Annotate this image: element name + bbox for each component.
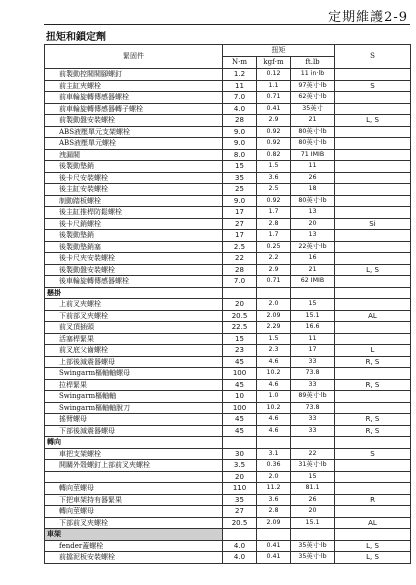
fastener-cell: 下部前叉夾螺栓 bbox=[45, 517, 223, 529]
nm-cell: 7.0 bbox=[223, 92, 257, 104]
table-row bbox=[45, 161, 411, 173]
remarks-cell: L, S bbox=[335, 552, 411, 564]
fastener-cell bbox=[45, 471, 223, 483]
ftlb-cell: 33 bbox=[291, 379, 335, 391]
remarks-cell bbox=[335, 483, 411, 495]
remarks-cell bbox=[335, 184, 411, 196]
table-row bbox=[45, 402, 411, 414]
fastener-cell: 車架 bbox=[45, 529, 223, 541]
nm-cell bbox=[223, 437, 257, 449]
fastener-cell: 後卡尺夾安裝螺栓 bbox=[45, 253, 223, 265]
nm-cell: 35 bbox=[223, 494, 257, 506]
fastener-cell: Swingarm樞軸軸螺母 bbox=[45, 368, 223, 380]
ftlb-cell: 21 bbox=[291, 264, 335, 276]
remarks-cell bbox=[335, 287, 411, 299]
fastener-cell: fender蓋螺栓 bbox=[45, 540, 223, 552]
ftlb-cell: 15.1 bbox=[291, 310, 335, 322]
kgfm-cell bbox=[257, 529, 291, 541]
nm-cell: 9.0 bbox=[223, 126, 257, 138]
fastener-cell: 後卡尺安裝螺栓 bbox=[45, 172, 223, 184]
table-row bbox=[45, 552, 411, 564]
torque-table bbox=[44, 44, 411, 564]
table-row bbox=[45, 356, 411, 368]
table-row bbox=[45, 322, 411, 334]
remarks-cell bbox=[335, 391, 411, 403]
remarks-cell bbox=[335, 437, 411, 449]
nm-cell: 4.0 bbox=[223, 103, 257, 115]
remarks-cell bbox=[335, 322, 411, 334]
remarks-cell bbox=[335, 299, 411, 311]
ftlb-cell: 11 bbox=[291, 161, 335, 173]
ftlb-cell bbox=[291, 287, 335, 299]
group-row bbox=[45, 437, 411, 449]
kgfm-cell: 0.41 bbox=[257, 540, 291, 552]
remarks-cell bbox=[335, 253, 411, 265]
remarks-cell bbox=[335, 276, 411, 288]
nm-cell: 45 bbox=[223, 379, 257, 391]
nm-cell: 17 bbox=[223, 207, 257, 219]
fastener-cell: 後車輪旋轉傳感器螺栓 bbox=[45, 276, 223, 288]
ftlb-cell: 11 in·lb bbox=[291, 69, 335, 81]
header-fastener: 緊固件 bbox=[45, 45, 223, 69]
kgfm-cell: 0.82 bbox=[257, 149, 291, 161]
group-row bbox=[45, 529, 411, 541]
fastener-cell: 後主缸推桿防鬆螺栓 bbox=[45, 207, 223, 219]
kgfm-cell: 4.6 bbox=[257, 356, 291, 368]
kgfm-cell: 11.2 bbox=[257, 483, 291, 495]
ftlb-cell: 35英寸 bbox=[291, 103, 335, 115]
table-row bbox=[45, 172, 411, 184]
nm-cell: 4.0 bbox=[223, 540, 257, 552]
ftlb-cell: 81.1 bbox=[291, 483, 335, 495]
ftlb-cell: 97英寸·lb bbox=[291, 80, 335, 92]
kgfm-cell: 0.36 bbox=[257, 460, 291, 472]
ftlb-cell: 80英寸·lb bbox=[291, 138, 335, 150]
remarks-cell bbox=[335, 149, 411, 161]
nm-cell: 22.5 bbox=[223, 322, 257, 334]
remarks-cell: L bbox=[335, 345, 411, 357]
kgfm-cell: 1.5 bbox=[257, 333, 291, 345]
remarks-cell bbox=[335, 92, 411, 104]
fastener-cell: 轉向 bbox=[45, 437, 223, 449]
kgfm-cell: 2.2 bbox=[257, 253, 291, 265]
table-body bbox=[45, 69, 411, 564]
nm-cell: 45 bbox=[223, 425, 257, 437]
fastener-cell: 制動踏板螺栓 bbox=[45, 195, 223, 207]
remarks-cell bbox=[335, 69, 411, 81]
kgfm-cell: 2.29 bbox=[257, 322, 291, 334]
ftlb-cell: 89英寸·lb bbox=[291, 391, 335, 403]
kgfm-cell: 2.8 bbox=[257, 506, 291, 518]
table-row bbox=[45, 115, 411, 127]
nm-cell: 27 bbox=[223, 506, 257, 518]
fastener-cell: 後製動墊銷塞 bbox=[45, 241, 223, 253]
table-row bbox=[45, 80, 411, 92]
nm-cell: 15 bbox=[223, 161, 257, 173]
remarks-cell bbox=[335, 241, 411, 253]
ftlb-cell: 17 bbox=[291, 345, 335, 357]
fastener-cell: 洩漏閥 bbox=[45, 149, 223, 161]
nm-cell: 45 bbox=[223, 414, 257, 426]
fastener-cell: 轉向莖螺母 bbox=[45, 506, 223, 518]
kgfm-cell: 3.1 bbox=[257, 448, 291, 460]
table-row bbox=[45, 506, 411, 518]
table-row bbox=[45, 471, 411, 483]
nm-cell: 28 bbox=[223, 115, 257, 127]
ftlb-cell: 15 bbox=[291, 471, 335, 483]
table-row bbox=[45, 333, 411, 345]
table-row bbox=[45, 517, 411, 529]
kgfm-cell: 4.6 bbox=[257, 379, 291, 391]
kgfm-cell: 2.0 bbox=[257, 471, 291, 483]
ftlb-cell bbox=[291, 437, 335, 449]
header-kgfm: kgf·m bbox=[257, 57, 291, 69]
nm-cell: 9.0 bbox=[223, 138, 257, 150]
kgfm-cell: 0.41 bbox=[257, 103, 291, 115]
table-row bbox=[45, 230, 411, 242]
nm-cell: 4.0 bbox=[223, 552, 257, 564]
kgfm-cell: 1.5 bbox=[257, 161, 291, 173]
kgfm-cell bbox=[257, 437, 291, 449]
nm-cell: 30 bbox=[223, 448, 257, 460]
nm-cell: 28 bbox=[223, 264, 257, 276]
kgfm-cell: 1.1 bbox=[257, 80, 291, 92]
table-row bbox=[45, 149, 411, 161]
header-ftlb: ft.lb bbox=[291, 57, 335, 69]
ftlb-cell: 21 bbox=[291, 115, 335, 127]
remarks-cell: S bbox=[335, 80, 411, 92]
nm-cell: 9.0 bbox=[223, 195, 257, 207]
nm-cell: 3.5 bbox=[223, 460, 257, 472]
fastener-cell: Swingarm樞軸軸脫刀 bbox=[45, 402, 223, 414]
fastener-cell: 上部後減震器螺母 bbox=[45, 356, 223, 368]
fastener-cell: 下把車架持有器緊果 bbox=[45, 494, 223, 506]
kgfm-cell: 0.92 bbox=[257, 195, 291, 207]
nm-cell: 1.2 bbox=[223, 69, 257, 81]
ftlb-cell: 33 bbox=[291, 425, 335, 437]
table-row bbox=[45, 138, 411, 150]
remarks-cell bbox=[335, 195, 411, 207]
kgfm-cell: 1.7 bbox=[257, 207, 291, 219]
table-row bbox=[45, 379, 411, 391]
fastener-cell: ABS液壓單元螺栓 bbox=[45, 138, 223, 150]
ftlb-cell: 20 bbox=[291, 218, 335, 230]
nm-cell: 23 bbox=[223, 345, 257, 357]
fastener-cell: 後卡尺銷螺栓 bbox=[45, 218, 223, 230]
ftlb-cell: 73.8 bbox=[291, 368, 335, 380]
table-row bbox=[45, 92, 411, 104]
table-row bbox=[45, 126, 411, 138]
kgfm-cell: 0.71 bbox=[257, 276, 291, 288]
table-row bbox=[45, 184, 411, 196]
remarks-cell bbox=[335, 138, 411, 150]
ftlb-cell: 62 IMIB bbox=[291, 276, 335, 288]
nm-cell: 8.0 bbox=[223, 149, 257, 161]
remarks-cell: AL bbox=[335, 517, 411, 529]
remarks-cell bbox=[335, 230, 411, 242]
ftlb-cell: 13 bbox=[291, 230, 335, 242]
nm-cell: 20 bbox=[223, 299, 257, 311]
table-row bbox=[45, 540, 411, 552]
fastener-cell: 前製動盤安裝螺栓 bbox=[45, 115, 223, 127]
fastener-cell: Swingarm樞軸軸 bbox=[45, 391, 223, 403]
kgfm-cell: 4.6 bbox=[257, 414, 291, 426]
table-row bbox=[45, 391, 411, 403]
remarks-cell bbox=[335, 460, 411, 472]
table-row bbox=[45, 218, 411, 230]
nm-cell: 20 bbox=[223, 471, 257, 483]
nm-cell bbox=[223, 287, 257, 299]
remarks-cell: R, S bbox=[335, 379, 411, 391]
nm-cell: 25 bbox=[223, 184, 257, 196]
remarks-cell: L, S bbox=[335, 264, 411, 276]
ftlb-cell: 35英寸·lb bbox=[291, 540, 335, 552]
ftlb-cell: 33 bbox=[291, 356, 335, 368]
kgfm-cell: 2.9 bbox=[257, 115, 291, 127]
nm-cell: 20.5 bbox=[223, 517, 257, 529]
page-title: 定期維護2-9 bbox=[328, 10, 408, 25]
ftlb-cell: 11 bbox=[291, 333, 335, 345]
remarks-cell: R, S bbox=[335, 425, 411, 437]
kgfm-cell: 4.6 bbox=[257, 425, 291, 437]
nm-cell: 22 bbox=[223, 253, 257, 265]
fastener-cell: 拉桿緊果 bbox=[45, 379, 223, 391]
fastener-cell: 轉向莖螺母 bbox=[45, 483, 223, 495]
fastener-cell: ABS液壓單元支架螺栓 bbox=[45, 126, 223, 138]
remarks-cell bbox=[335, 126, 411, 138]
fastener-cell: 後製動墊銷 bbox=[45, 161, 223, 173]
table-row bbox=[45, 494, 411, 506]
table-row bbox=[45, 460, 411, 472]
table-row bbox=[45, 69, 411, 81]
remarks-cell bbox=[335, 161, 411, 173]
fastener-cell: 下前部叉夾螺栓 bbox=[45, 310, 223, 322]
remarks-cell bbox=[335, 402, 411, 414]
ftlb-cell: 33 bbox=[291, 414, 335, 426]
ftlb-cell: 31英寸·lb bbox=[291, 460, 335, 472]
kgfm-cell: 0.25 bbox=[257, 241, 291, 253]
remarks-cell: R, S bbox=[335, 414, 411, 426]
nm-cell: 27 bbox=[223, 218, 257, 230]
kgfm-cell: 2.09 bbox=[257, 517, 291, 529]
table-row bbox=[45, 241, 411, 253]
table-row bbox=[45, 276, 411, 288]
nm-cell: 17 bbox=[223, 230, 257, 242]
ftlb-cell: 80英寸·lb bbox=[291, 126, 335, 138]
table-row bbox=[45, 425, 411, 437]
fastener-cell: 搖臂螺母 bbox=[45, 414, 223, 426]
nm-cell: 7.0 bbox=[223, 276, 257, 288]
nm-cell: 110 bbox=[223, 483, 257, 495]
ftlb-cell bbox=[291, 529, 335, 541]
kgfm-cell: 0.92 bbox=[257, 126, 291, 138]
nm-cell: 100 bbox=[223, 368, 257, 380]
table-row bbox=[45, 368, 411, 380]
kgfm-cell: 1.0 bbox=[257, 391, 291, 403]
fastener-cell: 下部後減震器螺母 bbox=[45, 425, 223, 437]
ftlb-cell: 26 bbox=[291, 172, 335, 184]
nm-cell: 100 bbox=[223, 402, 257, 414]
remarks-cell bbox=[335, 368, 411, 380]
group-row bbox=[45, 287, 411, 299]
fastener-cell: 上前叉夾螺栓 bbox=[45, 299, 223, 311]
table-row bbox=[45, 448, 411, 460]
table-row bbox=[45, 103, 411, 115]
remarks-cell: R bbox=[335, 494, 411, 506]
header-remarks: S bbox=[335, 45, 411, 69]
table-row bbox=[45, 483, 411, 495]
nm-cell: 35 bbox=[223, 172, 257, 184]
fastener-cell: 懸掛 bbox=[45, 287, 223, 299]
remarks-cell bbox=[335, 529, 411, 541]
fastener-cell: 後製動盤安裝螺栓 bbox=[45, 264, 223, 276]
table-row bbox=[45, 310, 411, 322]
header-nm: N·m bbox=[223, 57, 257, 69]
ftlb-cell: 15.1 bbox=[291, 517, 335, 529]
fastener-cell: 前叉底父齒螺栓 bbox=[45, 345, 223, 357]
kgfm-cell: 3.6 bbox=[257, 494, 291, 506]
fastener-cell: 車把支架螺栓 bbox=[45, 448, 223, 460]
table-row bbox=[45, 299, 411, 311]
nm-cell: 10 bbox=[223, 391, 257, 403]
remarks-cell bbox=[335, 333, 411, 345]
nm-cell: 2.5 bbox=[223, 241, 257, 253]
kgfm-cell: 0.41 bbox=[257, 552, 291, 564]
kgfm-cell: 0.71 bbox=[257, 92, 291, 104]
fastener-cell: 前製動控閥閥腳螺釘 bbox=[45, 69, 223, 81]
kgfm-cell: 2.5 bbox=[257, 184, 291, 196]
remarks-cell: AL bbox=[335, 310, 411, 322]
remarks-cell bbox=[335, 103, 411, 115]
ftlb-cell: 73.8 bbox=[291, 402, 335, 414]
kgfm-cell: 2.3 bbox=[257, 345, 291, 357]
nm-cell: 45 bbox=[223, 356, 257, 368]
ftlb-cell: 18 bbox=[291, 184, 335, 196]
kgfm-cell: 2.9 bbox=[257, 264, 291, 276]
kgfm-cell bbox=[257, 287, 291, 299]
fastener-cell: 開關外殼螺釘上部前叉夾螺栓 bbox=[45, 460, 223, 472]
ftlb-cell: 35英寸·lb bbox=[291, 552, 335, 564]
remarks-cell: Si bbox=[335, 218, 411, 230]
title-rule bbox=[44, 24, 410, 25]
ftlb-cell: 13 bbox=[291, 207, 335, 219]
kgfm-cell: 2.8 bbox=[257, 218, 291, 230]
header-torque: 扭矩 bbox=[223, 45, 335, 57]
fastener-cell: 前主缸夾螺栓 bbox=[45, 80, 223, 92]
table-row bbox=[45, 195, 411, 207]
ftlb-cell: 22英寸·lb bbox=[291, 241, 335, 253]
fastener-cell: 前車輪旋轉傳感器轉子螺栓 bbox=[45, 103, 223, 115]
nm-cell: 11 bbox=[223, 80, 257, 92]
remarks-cell: L, S bbox=[335, 115, 411, 127]
kgfm-cell: 3.6 bbox=[257, 172, 291, 184]
nm-cell: 15 bbox=[223, 333, 257, 345]
kgfm-cell: 0.92 bbox=[257, 138, 291, 150]
kgfm-cell: 10.2 bbox=[257, 402, 291, 414]
ftlb-cell: 80英寸·lb bbox=[291, 195, 335, 207]
ftlb-cell: 22 bbox=[291, 448, 335, 460]
fastener-cell: 後主缸安裝螺栓 bbox=[45, 184, 223, 196]
remarks-cell: L, S bbox=[335, 540, 411, 552]
kgfm-cell: 2.09 bbox=[257, 310, 291, 322]
fastener-cell: 活塞桿緊果 bbox=[45, 333, 223, 345]
remarks-cell bbox=[335, 506, 411, 518]
kgfm-cell: 0.12 bbox=[257, 69, 291, 81]
ftlb-cell: 26 bbox=[291, 494, 335, 506]
table-row bbox=[45, 207, 411, 219]
ftlb-cell: 20 bbox=[291, 506, 335, 518]
fastener-cell: 前車輪旋轉傳感器螺栓 bbox=[45, 92, 223, 104]
remarks-cell bbox=[335, 172, 411, 184]
kgfm-cell: 1.7 bbox=[257, 230, 291, 242]
ftlb-cell: 16 bbox=[291, 253, 335, 265]
nm-cell: 20.5 bbox=[223, 310, 257, 322]
ftlb-cell: 71 IMIB bbox=[291, 149, 335, 161]
remarks-cell bbox=[335, 207, 411, 219]
table-row bbox=[45, 253, 411, 265]
section-title: 扭矩和鎖定劑 bbox=[46, 32, 106, 43]
kgfm-cell: 2.0 bbox=[257, 299, 291, 311]
table-row bbox=[45, 414, 411, 426]
ftlb-cell: 62英寸·lb bbox=[291, 92, 335, 104]
nm-cell bbox=[223, 529, 257, 541]
kgfm-cell: 10.2 bbox=[257, 368, 291, 380]
fastener-cell: 後製動墊銷 bbox=[45, 230, 223, 242]
table-row bbox=[45, 264, 411, 276]
fastener-cell: 前叉頂插頭 bbox=[45, 322, 223, 334]
fastener-cell: 前擋泥板安裝螺栓 bbox=[45, 552, 223, 564]
ftlb-cell: 15 bbox=[291, 299, 335, 311]
remarks-cell: S bbox=[335, 448, 411, 460]
remarks-cell bbox=[335, 471, 411, 483]
table-row bbox=[45, 345, 411, 357]
ftlb-cell: 16.6 bbox=[291, 322, 335, 334]
remarks-cell: R, S bbox=[335, 356, 411, 368]
